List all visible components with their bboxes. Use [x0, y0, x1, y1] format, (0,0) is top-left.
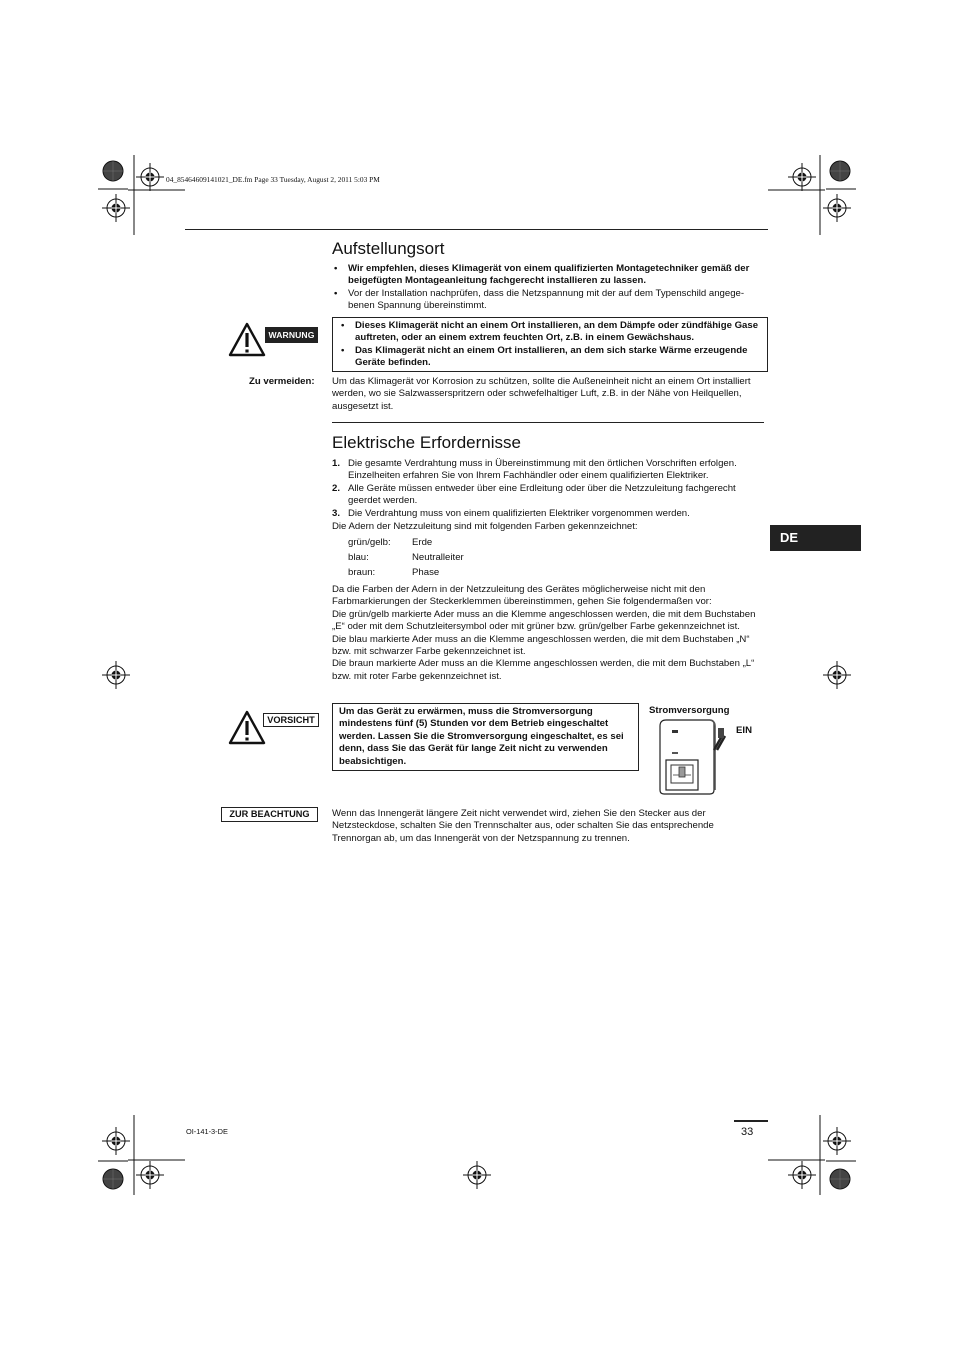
- caution-label: VORSICHT: [263, 713, 319, 727]
- wire-meaning: Phase: [412, 567, 440, 578]
- language-tab-de: DE: [770, 525, 861, 551]
- electrical-requirements-list: [332, 458, 764, 520]
- caution-text: Um das Gerät zu erwärmen, muss die Stromversorgung mindestens fünf (5) Stunden vor dem Betrieb eingeschaltet werden. Lassen Sie die Stromversorgung eingeschaltet, es sei denn, dass Sie das Gerät für lange Zeit nicht zu verwenden beabsichtigen.: [339, 706, 624, 767]
- wire-color: blau:: [348, 552, 369, 563]
- colors-intro: Die Adern der Netzzuleitung sind mit folgenden Farben gekennzeichnet:: [332, 521, 638, 532]
- wiring-instructions: [332, 584, 768, 683]
- top-rule: [185, 229, 768, 230]
- wire-color: grün/gelb:: [348, 537, 391, 548]
- bullet-item: • Vor der Installation nachprüfen, dass die Netzspannung mit der auf dem Typenschild angege-benen Spannung übereinstimmt.: [332, 288, 768, 313]
- power-switch-illustration: [652, 716, 732, 796]
- wire-meaning: Neutralleiter: [412, 552, 464, 563]
- warning-bullet-item: • Das Klimagerät nicht an einem Ort installieren, an dem sich starke Wärme erzeugende Geräte befinden.: [339, 345, 759, 370]
- bullet-item: • Wir empfehlen, dieses Klimagerät von einem qualifizierten Montagetechniker gemäß der beigefügten Montageanleitung fachgerecht installieren zu lassen.: [332, 263, 768, 288]
- avoid-label: Zu vermeiden:: [249, 376, 315, 387]
- list-item: 3. Die Verdrahtung muss von einem qualifizierten Elektriker vorgenommen werden.: [332, 507, 690, 519]
- table-row: [348, 552, 464, 567]
- file-info-header: 04_85464609141021_DE.fm Page 33 Tuesday, August 2, 2011 5:03 PM: [166, 175, 380, 184]
- warning-box: [332, 317, 768, 372]
- list-item: 1. Die gesamte Verdrahtung muss in Übereinstimmung mit den örtlichen Vorschriften erfolgen. Einzelheiten erfahren Sie von Ihrem Fachhändler oder einem qualifizierten Elektriker.: [332, 458, 737, 482]
- caution-triangle-icon: [228, 710, 266, 746]
- section-divider: [332, 422, 764, 423]
- warning-triangle-icon: [228, 322, 266, 358]
- document-code: OI-141-3-DE: [186, 1127, 228, 1136]
- wire-color: braun:: [348, 567, 376, 578]
- paragraph: Da die Farben der Adern in der Netzzuleitung des Gerätes möglicherweise nicht mit den Farbmarkierungen der Steckerklemmen übereinstimmen, gehen Sie folgendermaßen vor:: [332, 584, 712, 608]
- warning-bullet-item: • Dieses Klimagerät nicht an einem Ort installieren, an dem Dämpfe oder zündfähige Gase auftreten, oder an einem extrem feuchten Ort, z.B. in einem Gewächshaus.: [339, 320, 759, 345]
- paragraph: Die grün/gelb markierte Ader muss an die Klemme angeschlossen werden, die mit dem Buchstaben „E“ oder mit dem Schutzleitersymbol oder mit grüner bzw. grün/gelber Farbe gekennzeichnet ist.: [332, 608, 756, 633]
- avoid-text: Um das Klimagerät vor Korrosion zu schützen, sollte die Außeneinheit nicht an einem Ort installiert werden, wo sie Salzwasserspritzern oder schwefelhaltiger Luft, z.B. in der Nähe von Heilquellen, ausgesetzt ist.: [332, 376, 751, 412]
- warning-label: WARNUNG: [265, 327, 318, 343]
- table-row: [348, 537, 464, 552]
- page-number: 33: [741, 1126, 754, 1138]
- section-title-elektrische-erfordernisse: Elektrische Erfordernisse: [332, 433, 521, 452]
- section-title-aufstellungsort: Aufstellungsort: [332, 239, 445, 258]
- paragraph: Die blau markierte Ader muss an die Klemme angeschlossen werden, die mit dem Buchstaben „N“ bzw. mit schwarzer Farbe gekennzeichnet ist.: [332, 633, 750, 658]
- note-text: Wenn das Innengerät längere Zeit nicht verwendet wird, ziehen Sie den Stecker aus der Netzsteckdose, schalten Sie den Trennschalter aus, oder schalten Sie das entsprechende Trennorgan ab, um das Innengerät von der Netzspannung zu trennen.: [332, 808, 714, 844]
- warning-bullets: [339, 320, 759, 370]
- installation-bullets: [332, 263, 768, 313]
- figure-on-label: EIN: [736, 725, 752, 736]
- table-row: [348, 567, 464, 582]
- list-item: 2. Alle Geräte müssen entweder über eine Erdleitung oder über die Netzzuleitung fachgerecht geerdet werden.: [332, 482, 736, 507]
- wire-meaning: Erde: [412, 537, 433, 548]
- wire-colors-table: [348, 537, 464, 582]
- paragraph: Die braun markierte Ader muss an die Klemme angeschlossen werden, die mit dem Buchstaben „L“ bzw. mit roter Farbe gekennzeichnet ist.: [332, 658, 755, 682]
- footer-rule: [734, 1120, 768, 1122]
- figure-title: Stromversorgung: [649, 705, 730, 716]
- note-label: ZUR BEACHTUNG: [221, 807, 318, 822]
- caution-box: [332, 703, 639, 771]
